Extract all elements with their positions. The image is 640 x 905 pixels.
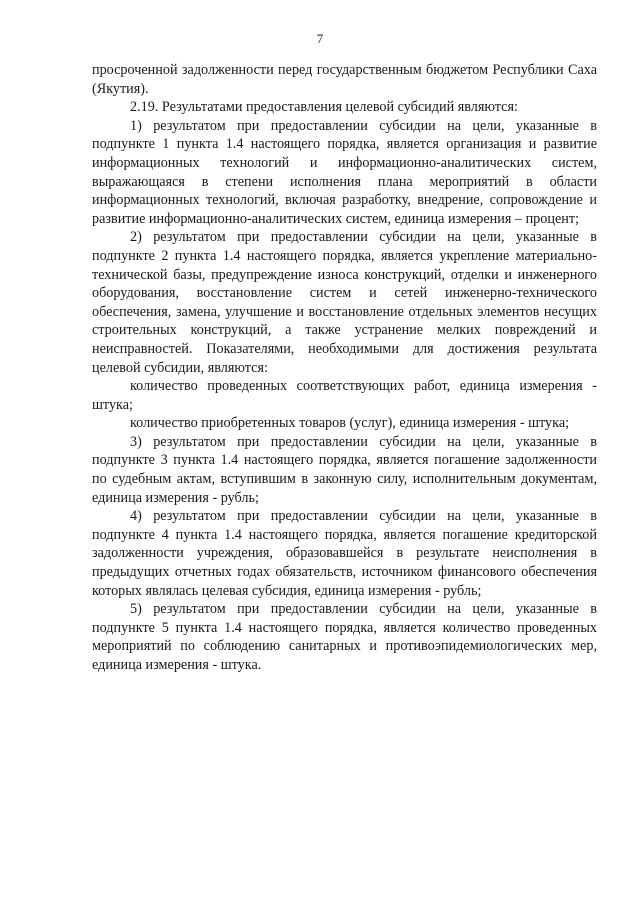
- paragraph-item-5: 5) результатом при предоставлении субсидии на цели, указанные в подпункте 5 пункта 1.4 настоящего порядка, является количество проведенных мероприятий по соблюдению санитарных и противоэпидемиологических мер, единица измерения - штука.: [92, 601, 597, 673]
- paragraph-continuation: просроченной задолженности перед государственным бюджетом Республики Саха (Якутия).: [92, 62, 597, 97]
- page-number: 7: [316, 31, 324, 46]
- paragraph-item-2: 2) результатом при предоставлении субсидии на цели, указанные в подпункте 2 пункта 1.4 настоящего порядка, является укрепление материально-технической базы, предупреждение износа конструкций, отделки и инженерного оборудования, восстановление систем и сетей инженерно-технического обеспечения, замена, улучшение и восстановление отдельных элементов несущих строительных конструкций, а также устранение мелких повреждений и неисправностей. Показателями, необходимыми для достижения результата целевой субсидии, являются:: [92, 229, 597, 376]
- paragraph-item-3: 3) результатом при предоставлении субсидии на цели, указанные в подпункте 3 пункта 1.4 настоящего порядка, является погашение задолженности по судебным актам, вступившим в законную силу, исполнительным документам, единица измерения - рубль;: [92, 433, 597, 506]
- paragraph-section-2-19: 2.19. Результатами предоставления целевой субсидий являются:: [130, 99, 518, 116]
- paragraph-indicator-works: количество проведенных соответствующих работ, единица измерения - штука;: [92, 378, 597, 413]
- paragraph-indicator-goods: количество приобретенных товаров (услуг), единица измерения - штука;: [130, 415, 570, 432]
- document-body: [92, 61, 597, 675]
- paragraph-item-1: 1) результатом при предоставлении субсидии на цели, указанные в подпункте 1 пункта 1.4 настоящего порядка, является организация и развитие информационных технологий и информационно-аналитических систем, выражающаяся в степени исполнения плана мероприятий в области информационных технологий, включая разработку, внедрение, сопровождение и развитие информационно-аналитических систем, единица измерения – процент;: [92, 117, 597, 227]
- paragraph-item-4: 4) результатом при предоставлении субсидии на цели, указанные в подпункте 4 пункта 1.4 настоящего порядка, является погашение кредиторской задолженности учреждения, образовавшейся в результате неисполнения в предыдущих отчетных годах обязательств, источником финансового обеспечения которых являлась целевая субсидия, единица измерения - рубль;: [92, 508, 597, 599]
